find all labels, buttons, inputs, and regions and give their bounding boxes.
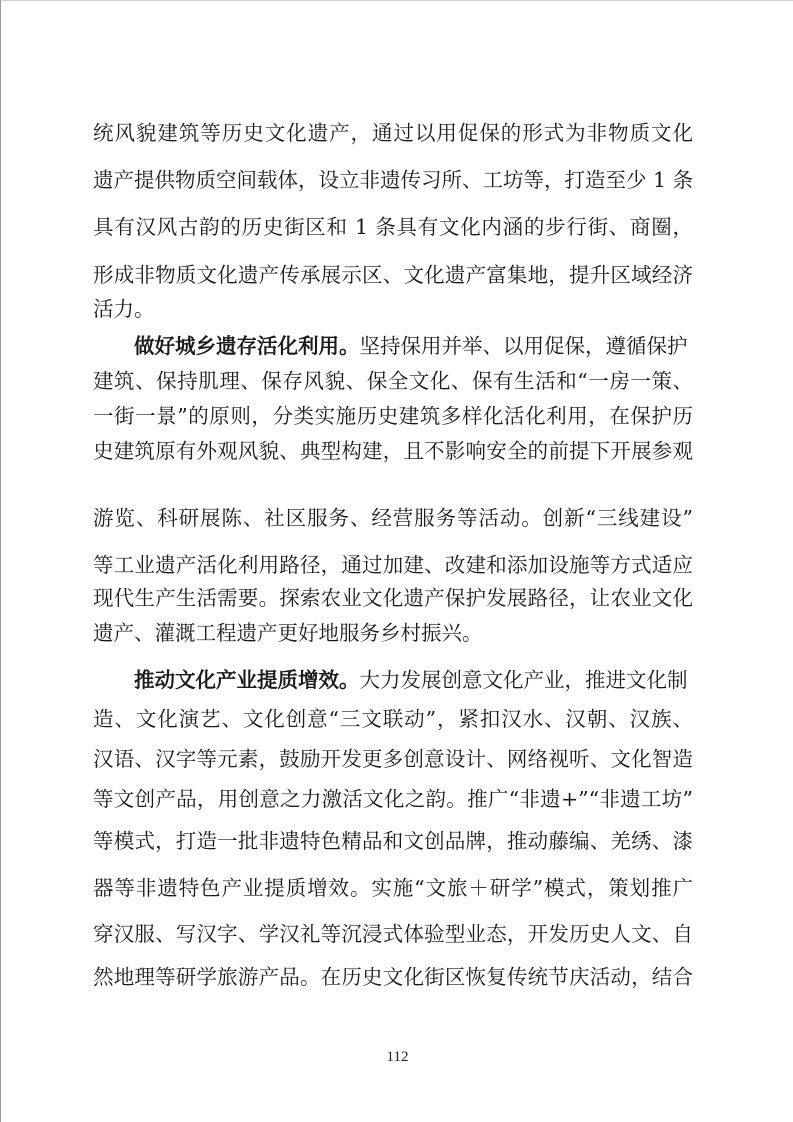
paragraph-heading: 做好城乡遗存活化利用。 xyxy=(134,334,360,358)
body-line: 汉语、汉字等元素，鼓励开发更多创意设计、网络视听、文化智造 xyxy=(93,747,693,771)
body-line: 具有汉风古韵的历史街区和 1 条具有文化内涵的步行街、商圈， xyxy=(93,215,693,239)
paragraph-text: 大力发展创意文化产业，推进文化制 xyxy=(359,668,688,692)
body-line: 一街一景”的原则，分类实施历史建筑多样化活化利用，在保护历 xyxy=(93,404,693,428)
body-line: 形成非物质文化遗产传承展示区、文化遗产富集地，提升区域经济 xyxy=(93,263,693,287)
body-line-last: 遗产、灌溉工程遗产更好地服务乡村振兴。 xyxy=(93,621,483,645)
page-number: 112 xyxy=(386,1049,409,1065)
body-line-last: 活力。 xyxy=(93,297,155,321)
body-line: 现代生产生活需要。探索农业文化遗产保护发展路径，让农业文化 xyxy=(93,586,693,610)
body-line: 然地理等研学旅游产品。在历史文化街区恢复传统节庆活动，结合 xyxy=(93,965,693,989)
body-line: 史建筑原有外观风貌、典型构建，且不影响安全的前提下开展参观 xyxy=(93,439,693,463)
body-line: 穿汉服、写汉字、学汉礼等沉浸式体验型业态，开发历史人文、自 xyxy=(93,922,693,946)
body-line: 器等非遗特色产业提质增效。实施“文旅＋研学”模式，策划推广 xyxy=(93,876,693,900)
paragraph-first-line xyxy=(134,666,693,694)
body-line: 建筑、保持肌理、保存风貌、保全文化、保有生活和“一房一策、 xyxy=(93,369,693,393)
body-line: 遗产提供物质空间载体，设立非遗传习所、工坊等，打造至少 1 条 xyxy=(93,168,694,192)
paragraph-heading: 推动文化产业提质增效。 xyxy=(134,668,360,692)
body-line: 游览、科研展陈、社区服务、经营服务等活动。创新“三线建设” xyxy=(93,506,693,530)
paragraph-text: 坚持保用并举、以用促保，遵循保护 xyxy=(359,334,688,358)
body-line: 等模式，打造一批非遗特色精品和文创品牌，推动藤编、羌绣、漆 xyxy=(93,829,693,853)
body-line: 统风貌建筑等历史文化遗产，通过以用促保的形式为非物质文化 xyxy=(93,121,693,145)
body-line: 等工业遗产活化利用路径，通过加建、改建和添加设施等方式适应 xyxy=(93,553,693,577)
paragraph-first-line xyxy=(134,332,693,360)
body-line: 造、文化演艺、文化创意“三文联动”，紧扣汉水、汉朝、汉族、 xyxy=(93,707,693,731)
body-line: 等文创产品，用创意之力激活文化之韵。推广“非遗+”“非遗工坊” xyxy=(93,787,693,811)
